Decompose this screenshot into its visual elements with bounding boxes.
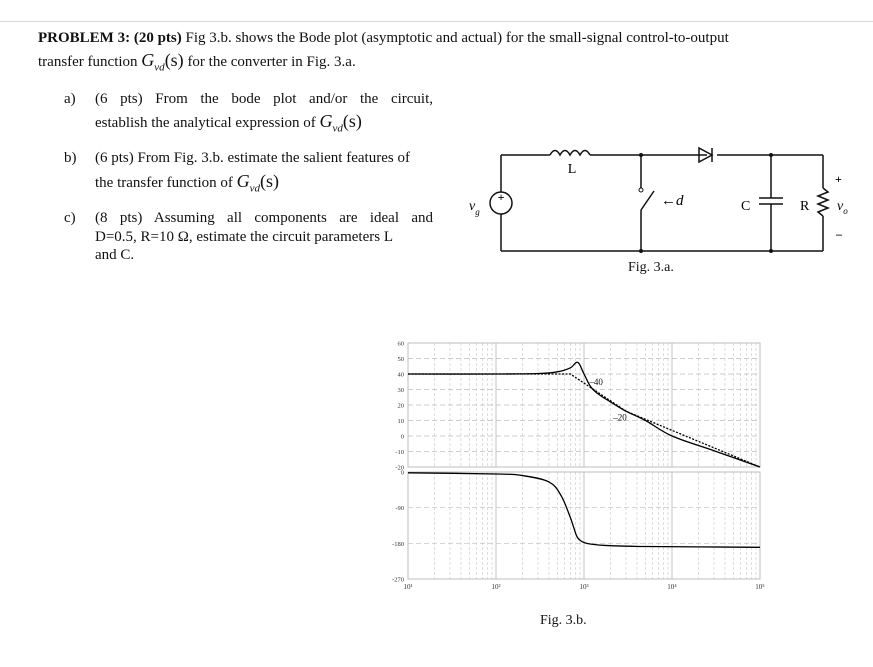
- part-c-text: Assuming all components are ideal and: [153, 210, 433, 226]
- problem-intro-line2: [38, 50, 356, 78]
- fig-3a-caption: Fig. 3.a.: [628, 260, 674, 275]
- gvd-main: G: [141, 50, 155, 70]
- part-b-letter: b): [64, 150, 77, 166]
- gvd-main-b: G: [236, 171, 250, 191]
- output-label-sub: o: [843, 206, 848, 216]
- gvd-arg-a: (s): [342, 111, 362, 131]
- intro-converter-text: for the converter in Fig. 3.a.: [187, 54, 356, 70]
- magnitude-y-tick-label: -10: [395, 449, 404, 456]
- circuit-diagram: [455, 140, 855, 280]
- magnitude-y-tick-label: 20: [397, 402, 404, 410]
- part-a-line1: [95, 89, 433, 109]
- output-label: [837, 199, 848, 216]
- magnitude-y-tick-label: 0: [400, 433, 404, 441]
- output-label-main: v: [837, 199, 844, 214]
- switch-label: ←d: [661, 193, 684, 209]
- part-b-line2: [95, 171, 279, 199]
- source-label-sub: g: [475, 207, 480, 217]
- switch-contact: [639, 188, 643, 192]
- magnitude-y-tick-label: 10: [397, 418, 404, 425]
- gvd-symbol: [141, 50, 184, 74]
- output-minus-sign: –: [836, 227, 842, 241]
- node-cap-bottom: [769, 249, 773, 253]
- slope-annotation-20: –20: [613, 412, 627, 423]
- x-tick-label: 10⁵: [755, 583, 765, 591]
- x-tick-label: 10²: [491, 583, 501, 591]
- gvd-symbol-a: [319, 111, 362, 135]
- gvd-sub-b: vd: [249, 182, 261, 195]
- part-b-text: From Fig. 3.b. estimate the salient features of: [137, 150, 410, 166]
- phase-y-tick-label: -180: [392, 540, 404, 548]
- slope-annotation-40: –40: [589, 376, 603, 387]
- gvd-sub: vd: [154, 61, 165, 74]
- part-b-points: (6 pts): [95, 150, 134, 166]
- magnitude-y-tick-label: 40: [397, 371, 404, 379]
- magnitude-y-tick-label: -20: [395, 464, 404, 472]
- magnitude-y-tick-label: 50: [397, 356, 404, 363]
- intro-transfer-text: transfer function: [38, 54, 138, 70]
- gvd-symbol-b: [236, 171, 280, 195]
- part-a-line2: [95, 111, 362, 139]
- part-c-line1: [95, 208, 433, 228]
- part-a-letter: a): [64, 91, 76, 107]
- node-switch-bottom: [639, 249, 643, 253]
- output-plus-sign: +: [835, 172, 842, 186]
- phase-y-tick-label: -90: [395, 505, 404, 513]
- part-b-line1: [95, 148, 410, 168]
- part-a-text: From the bode plot and/or the circuit,: [155, 91, 434, 107]
- magnitude-y-tick-label: 30: [397, 387, 404, 394]
- part-b-text2: the transfer function of: [95, 175, 233, 191]
- source-label: [469, 199, 480, 217]
- gvd-sub-a: vd: [332, 122, 343, 135]
- gvd-main-a: G: [319, 111, 333, 131]
- x-tick-label: 10⁴: [667, 583, 677, 591]
- source-plus-sign: +: [497, 190, 505, 204]
- x-tick-label: 10¹: [403, 583, 413, 591]
- inductor-label: L: [567, 162, 577, 177]
- problem-title: PROBLEM 3: [38, 30, 126, 46]
- gvd-arg: (s): [164, 50, 184, 70]
- node-cap-top: [769, 153, 773, 157]
- problem-header: [38, 28, 729, 48]
- problem-intro-line1: Fig 3.b. shows the Bode plot (asymptotic and actual) for the small-signal control-to-output: [185, 30, 729, 46]
- source-label-main: v: [469, 199, 476, 214]
- resistor-label: R: [800, 199, 810, 214]
- phase-y-tick-label: 0: [400, 469, 404, 477]
- fig-3b-caption: Fig. 3.b.: [540, 613, 587, 628]
- top-divider: [0, 21, 873, 22]
- part-c-line2: D=0.5, R=10 Ω, estimate the circuit parameters L: [95, 229, 393, 245]
- inductor-symbol: [550, 151, 590, 156]
- magnitude-y-tick-label: 60: [397, 340, 404, 348]
- part-a-text2: establish the analytical expression of: [95, 115, 316, 131]
- problem-points: : (20 pts): [125, 30, 182, 46]
- node-switch-top: [639, 153, 643, 157]
- part-c-line3: and C.: [95, 247, 135, 263]
- phase-y-tick-label: -270: [392, 576, 404, 584]
- part-a-points: (6 pts): [95, 91, 143, 107]
- capacitor-label: C: [741, 199, 751, 214]
- resistor-symbol: [818, 188, 828, 216]
- part-c-letter: c): [64, 210, 76, 226]
- bode-plot: [380, 335, 780, 605]
- part-c-points: (8 pts): [95, 210, 143, 226]
- switch-blade: [641, 191, 654, 210]
- gvd-arg-b: (s): [260, 171, 280, 191]
- x-tick-label: 10³: [579, 583, 589, 591]
